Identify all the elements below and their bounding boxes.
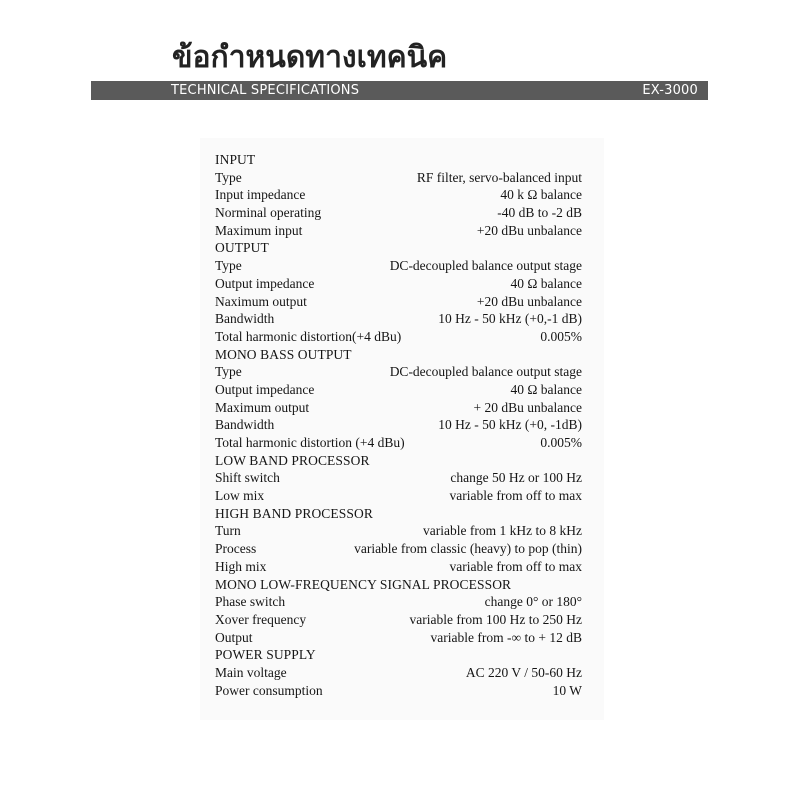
spec-row	[215, 434, 582, 452]
spec-row	[215, 593, 582, 611]
spec-value: AC 220 V / 50-60 Hz	[465, 664, 582, 680]
spec-value: variable from off to max	[449, 488, 582, 504]
spec-row	[215, 381, 582, 399]
spec-row	[215, 222, 582, 240]
spec-label: Input impedance	[215, 187, 306, 203]
spec-label: Total harmonic distortion (+4 dBu)	[215, 435, 405, 450]
spec-label: Bandwidth	[215, 417, 275, 433]
spec-row	[215, 328, 582, 346]
spec-value: variable from 1 kHz to 8 kHz	[423, 523, 582, 539]
spec-row	[215, 416, 582, 434]
spec-row	[215, 664, 582, 682]
spec-label: Maximum input	[215, 222, 303, 238]
section-heading: POWER SUPPLY	[215, 647, 316, 663]
header-label: TECHNICAL SPECIFICATIONS	[171, 83, 360, 98]
spec-value: variable from classic (heavy) to pop (thin)	[354, 541, 582, 557]
spec-label: Naximum output	[215, 293, 307, 309]
section-heading: LOW BAND PROCESSOR	[215, 452, 370, 468]
spec-label: Output impedance	[215, 381, 315, 397]
spec-row	[215, 310, 582, 328]
spec-row	[215, 558, 582, 576]
spec-label: Shift switch	[215, 470, 280, 486]
spec-label: Output	[215, 629, 253, 645]
spec-value: 10 W	[552, 682, 582, 698]
spec-row	[215, 487, 582, 505]
spec-label: Type	[215, 169, 242, 185]
header-bar	[91, 81, 708, 100]
spec-row	[215, 399, 582, 417]
spec-value: 0.005%	[540, 435, 582, 450]
spec-value: DC-decoupled balance output stage	[389, 258, 582, 274]
spec-value: 40 k Ω balance	[500, 187, 582, 203]
spec-label: Phase switch	[215, 594, 286, 610]
spec-label: Xover frequency	[215, 611, 307, 627]
model-number: EX-3000	[642, 83, 698, 98]
spec-value: change 50 Hz or 100 Hz	[450, 470, 582, 486]
spec-value: variable from 100 Hz to 250 Hz	[409, 611, 582, 627]
spec-label: Total harmonic distortion(+4 dBu)	[215, 328, 402, 344]
spec-row	[215, 169, 582, 187]
spec-row	[215, 363, 582, 381]
page-title: ข้อกำหนดทางเทคนิค	[172, 40, 448, 75]
section-heading: OUTPUT	[215, 240, 269, 256]
spec-value: variable from off to max	[449, 558, 582, 574]
spec-value: +20 dBu unbalance	[476, 293, 582, 309]
spec-label: Output impedance	[215, 275, 315, 291]
spec-row	[215, 293, 582, 311]
spec-row	[215, 682, 582, 700]
spec-row	[215, 257, 582, 275]
spec-row	[215, 275, 582, 293]
spec-label: Maximum output	[215, 399, 310, 415]
spec-value: RF filter, servo-balanced input	[416, 169, 582, 185]
spec-label: Main voltage	[215, 664, 287, 680]
spec-value: change 0° or 180°	[484, 594, 582, 610]
spec-value: +20 dBu unbalance	[476, 222, 582, 238]
section-heading: HIGH BAND PROCESSOR	[215, 505, 373, 521]
spec-label: Process	[215, 541, 257, 557]
spec-label: High mix	[215, 558, 267, 574]
spec-label: Type	[215, 258, 242, 274]
spec-row	[215, 611, 582, 629]
spec-list	[215, 151, 582, 699]
spec-value: + 20 dBu unbalance	[473, 399, 582, 415]
spec-value: variable from -∞ to + 12 dB	[430, 629, 582, 645]
spec-row	[215, 204, 582, 222]
spec-row	[215, 522, 582, 540]
section-heading: MONO BASS OUTPUT	[215, 346, 352, 362]
spec-value: 10 Hz - 50 kHz (+0, -1dB)	[438, 417, 582, 433]
spec-value: 10 Hz - 50 kHz (+0,-1 dB)	[438, 311, 582, 327]
spec-label: Turn	[215, 523, 241, 539]
spec-label: Norminal operating	[215, 205, 322, 221]
spec-value: 40 Ω balance	[510, 381, 582, 397]
spec-row	[215, 469, 582, 487]
spec-label: Bandwidth	[215, 311, 275, 327]
spec-label: Low mix	[215, 488, 265, 504]
spec-value: 40 Ω balance	[510, 275, 582, 291]
spec-value: -40 dB to -2 dB	[497, 205, 582, 221]
section-heading: INPUT	[215, 152, 256, 167]
spec-row	[215, 540, 582, 558]
spec-row	[215, 629, 582, 647]
spec-value: 0.005%	[540, 328, 582, 344]
spec-label: Type	[215, 364, 242, 380]
spec-label: Power consumption	[215, 682, 323, 698]
section-heading: MONO LOW-FREQUENCY SIGNAL PROCESSOR	[215, 576, 512, 592]
spec-row	[215, 186, 582, 204]
spec-value: DC-decoupled balance output stage	[389, 364, 582, 380]
